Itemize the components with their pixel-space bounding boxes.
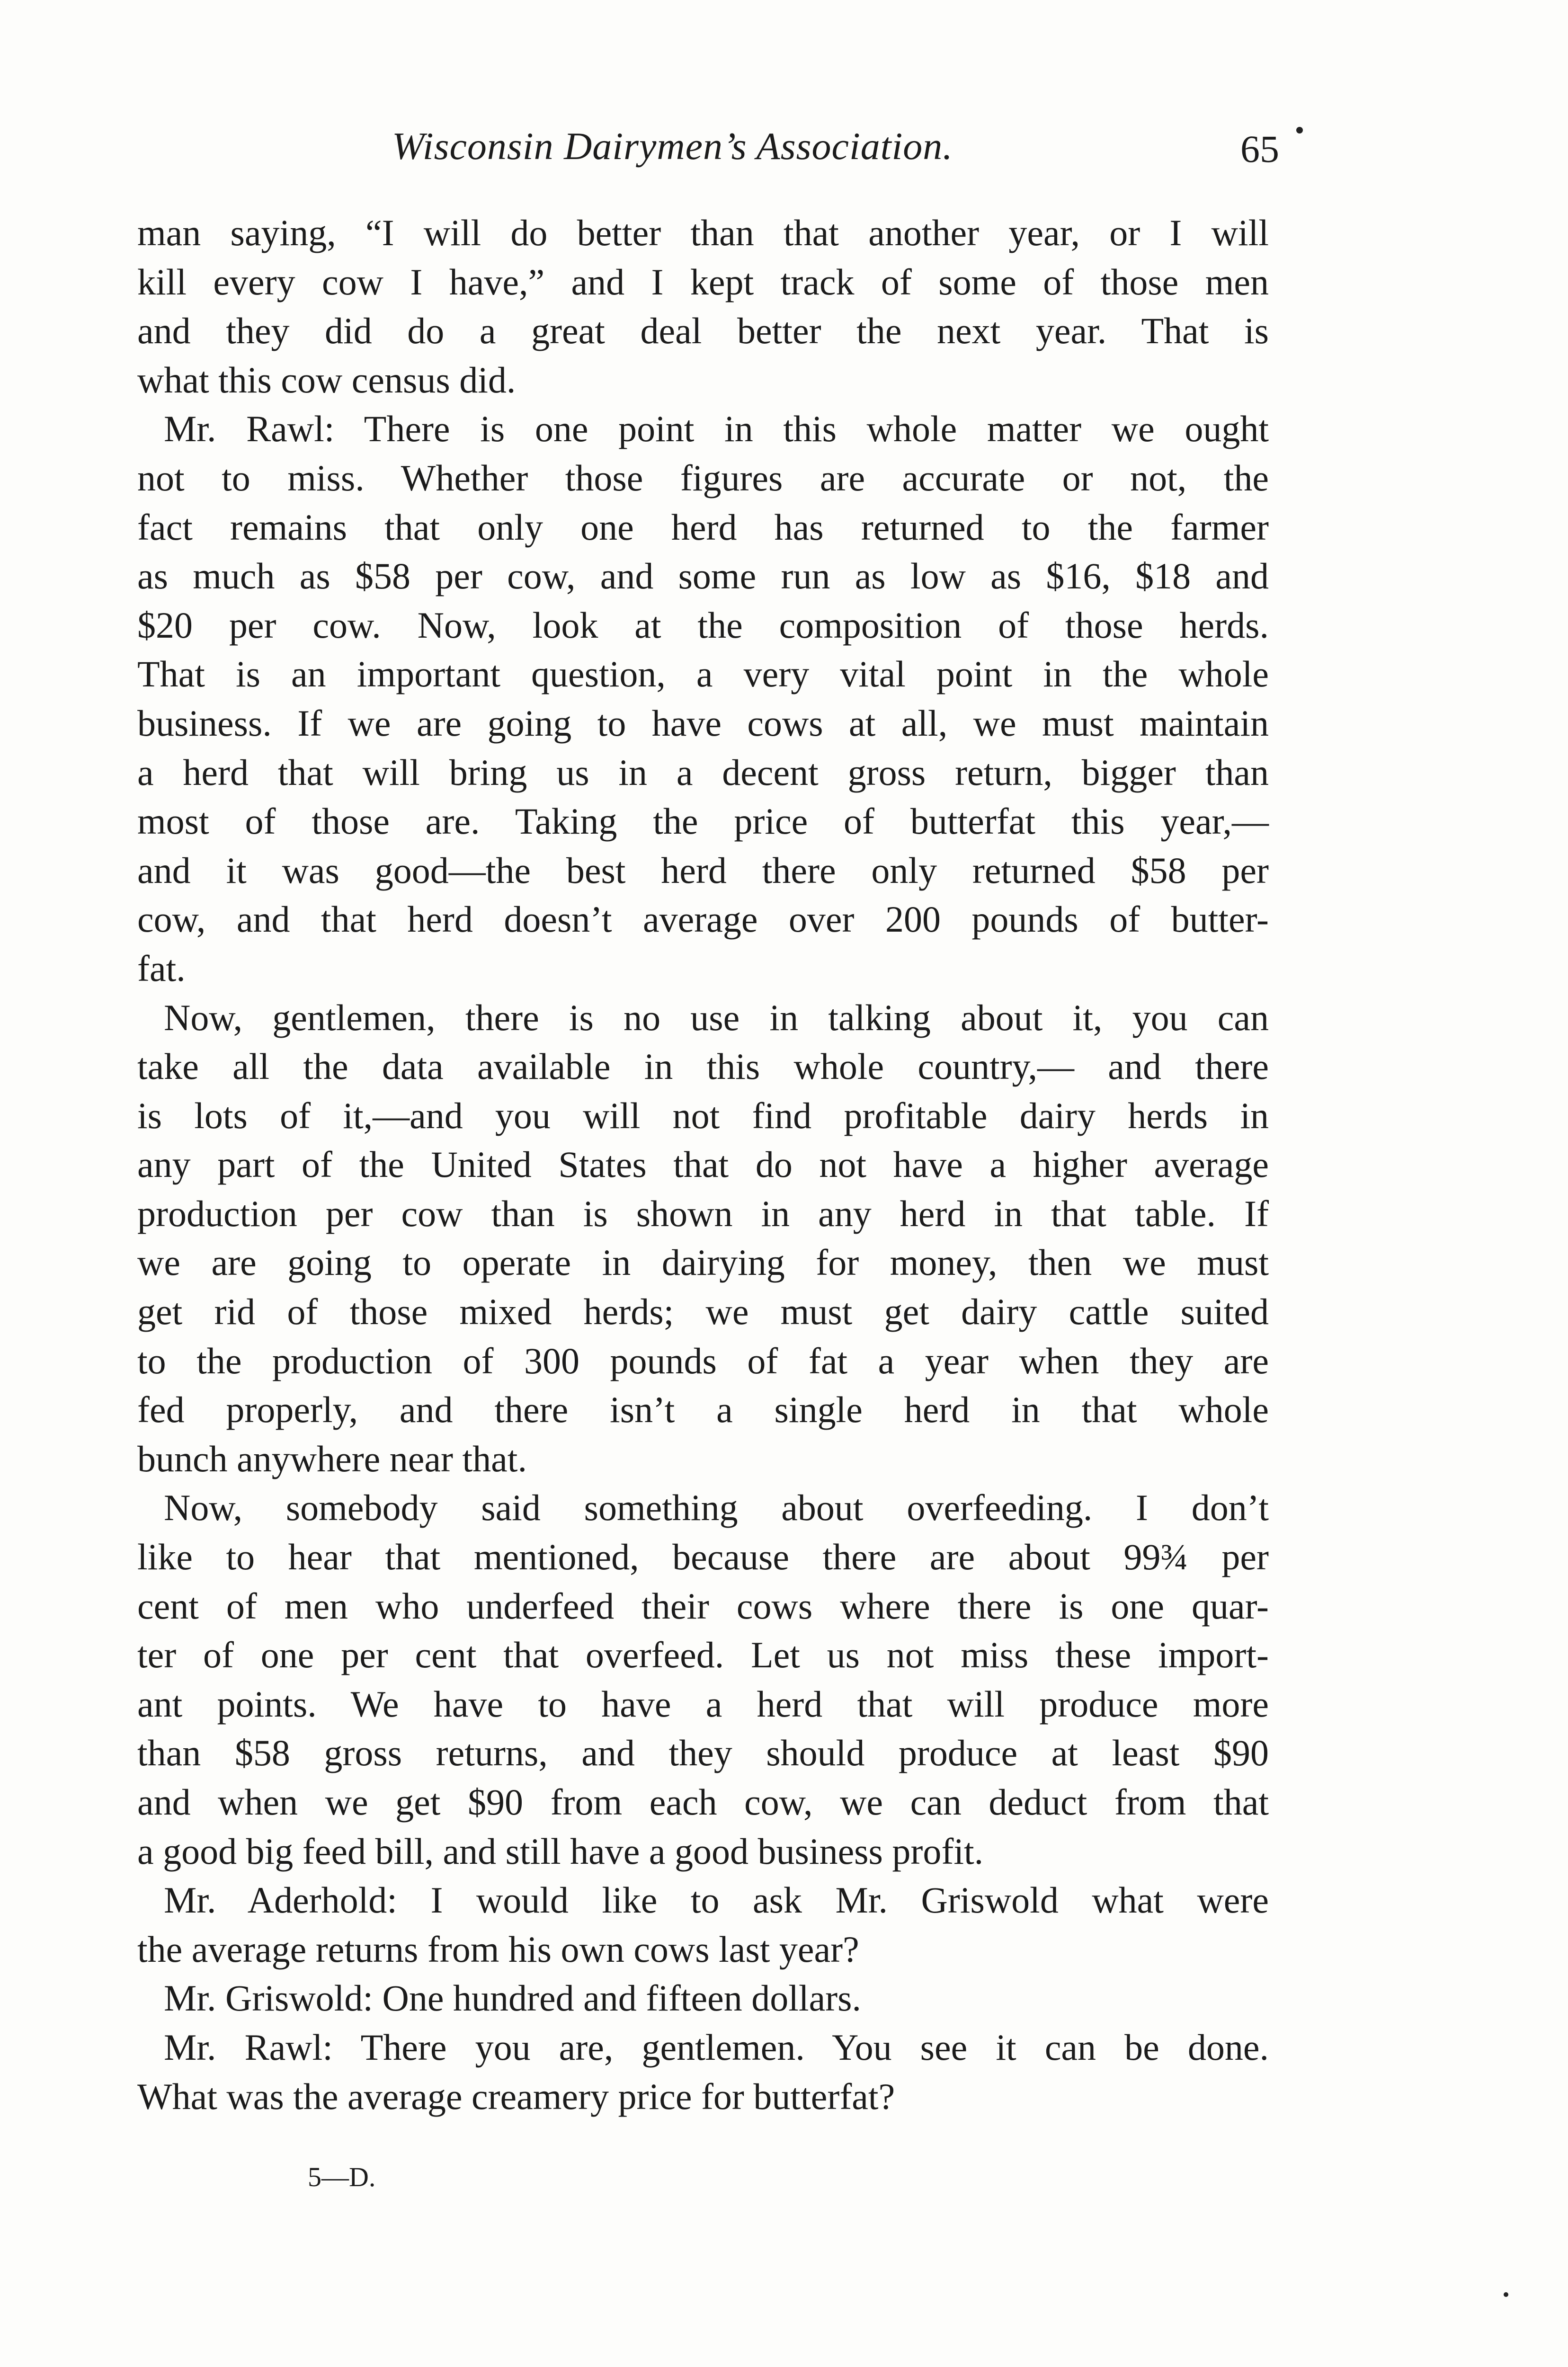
- body-text: [137, 208, 1269, 2121]
- text-line: ter of one per cent that overfeed. Let us not miss these import-: [137, 1634, 1269, 1676]
- text-line: any part of the United States that do not have a higher average: [137, 1144, 1269, 1185]
- text-line: fed properly, and there isn’t a single herd in that whole: [137, 1389, 1269, 1431]
- text-line: and it was good—the best herd there only returned $58 per: [137, 849, 1269, 891]
- text-line: not to miss. Whether those figures are accurate or not, the: [137, 457, 1269, 498]
- text-line: what this cow census did.: [137, 359, 516, 400]
- text-line: and they did do a great deal better the next year. That is: [137, 310, 1269, 352]
- paragraph: [137, 208, 1269, 404]
- text-line: and when we get $90 from each cow, we can deduct from that: [137, 1781, 1269, 1823]
- text-line: Now, somebody said something about overfeeding. I don’t: [164, 1487, 1269, 1529]
- text-line: get rid of those mixed herds; we must get dairy cattle suited: [137, 1291, 1269, 1333]
- text-line: a good big feed bill, and still have a good business profit.: [137, 1830, 984, 1872]
- text-line: to the production of 300 pounds of fat a year when they are: [137, 1340, 1269, 1381]
- text-line: What was the average creamery price for butterfat?: [137, 2075, 895, 2117]
- text-line: $20 per cow. Now, look at the composition of those herds.: [137, 604, 1269, 646]
- text-line: we are going to operate in dairying for money, then we must: [137, 1242, 1269, 1283]
- paragraph: [137, 1974, 1269, 2023]
- text-line: cent of men who underfeed their cows where there is one quar-: [137, 1585, 1269, 1627]
- signature-mark: 5—D.: [308, 2162, 376, 2192]
- paragraph: [137, 993, 1269, 1484]
- text-line: cow, and that herd doesn’t average over 200 pounds of butter-: [137, 899, 1269, 940]
- text-line: Now, gentlemen, there is no use in talking about it, you can: [164, 997, 1269, 1038]
- paragraph: [137, 2023, 1269, 2121]
- text-line: kill every cow I have,” and I kept track of some of those men: [137, 261, 1269, 303]
- text-line: Mr. Aderhold: I would like to ask Mr. Griswold what were: [164, 1879, 1269, 1921]
- paragraph: [137, 404, 1269, 993]
- text-line: fat.: [137, 947, 186, 989]
- text-line: fact remains that only one herd has returned to the farmer: [137, 506, 1269, 548]
- text-line: That is an important question, a very vital point in the whole: [137, 653, 1269, 695]
- text-line: Mr. Rawl: There is one point in this whole matter we ought: [164, 408, 1269, 450]
- scan-speck: [1296, 127, 1303, 133]
- page-number: 65: [1240, 127, 1279, 170]
- running-head: Wisconsin Dairymen’s Association.: [392, 125, 953, 168]
- text-line: Mr. Griswold: One hundred and fifteen dollars.: [164, 1977, 862, 2019]
- paragraph: [137, 1876, 1269, 1974]
- text-line: a herd that will bring us in a decent gross return, bigger than: [137, 751, 1269, 793]
- text-line: take all the data available in this whole country,— and there: [137, 1046, 1269, 1087]
- scan-speck: [1504, 2292, 1508, 2297]
- text-line: bunch anywhere near that.: [137, 1438, 527, 1479]
- text-line: than $58 gross returns, and they should produce at least $90: [137, 1732, 1269, 1774]
- text-line: Mr. Rawl: There you are, gentlemen. You see it can be done.: [164, 2026, 1269, 2068]
- text-line: the average returns from his own cows last year?: [137, 1928, 859, 1970]
- text-line: as much as $58 per cow, and some run as low as $16, $18 and: [137, 555, 1269, 597]
- text-line: production per cow than is shown in any herd in that table. If: [137, 1192, 1269, 1234]
- text-line: man saying, “I will do better than that another year, or I will: [137, 212, 1269, 253]
- text-line: like to hear that mentioned, because there are about 99¾ per: [137, 1536, 1269, 1578]
- text-line: is lots of it,—and you will not find profitable dairy herds in: [137, 1095, 1269, 1136]
- text-line: business. If we are going to have cows at all, we must maintain: [137, 702, 1269, 744]
- paragraph: [137, 1483, 1269, 1876]
- text-line: ant points. We have to have a herd that will produce more: [137, 1683, 1269, 1725]
- text-line: most of those are. Taking the price of butterfat this year,—: [137, 801, 1269, 842]
